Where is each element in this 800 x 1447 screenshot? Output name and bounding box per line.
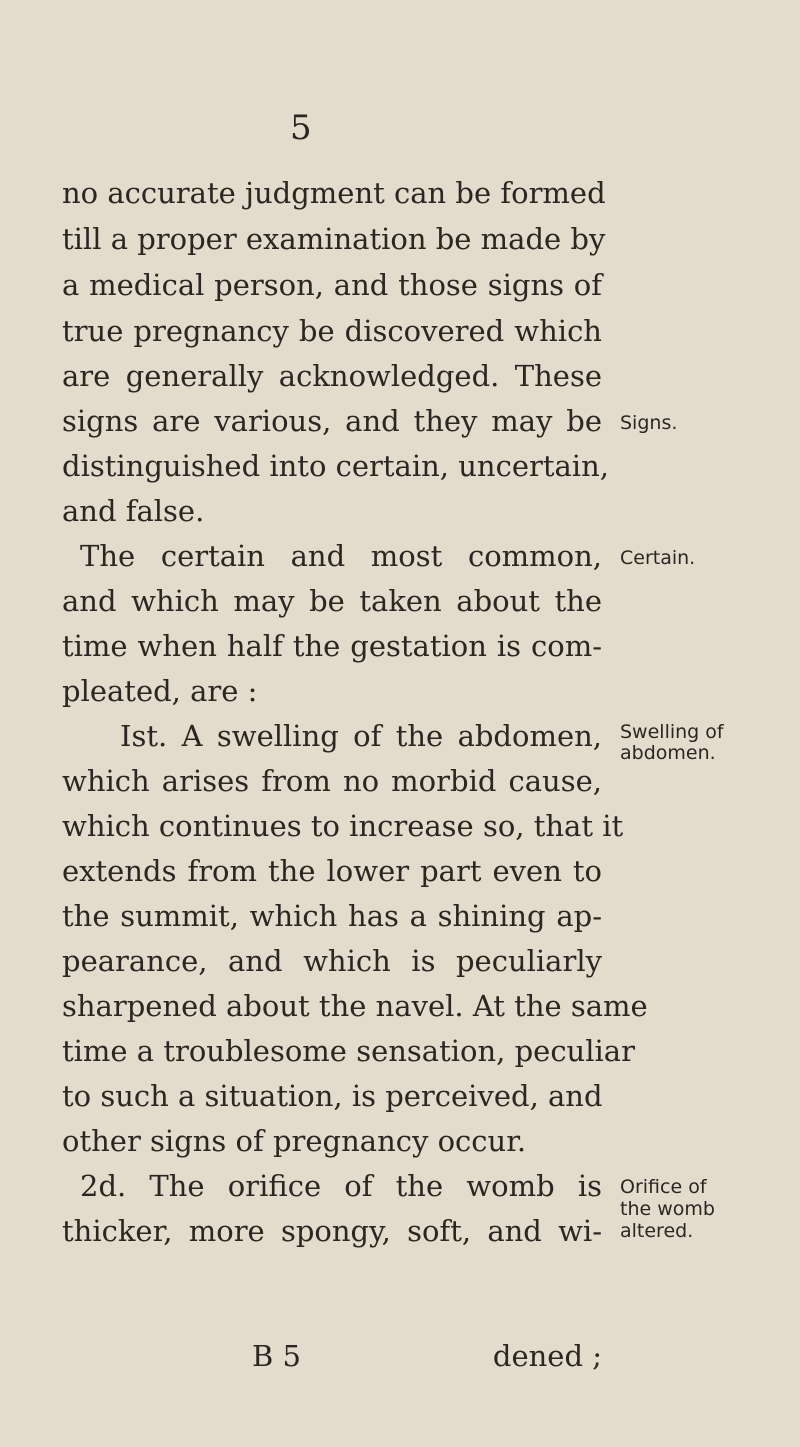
margin-note-certain: Certain. (620, 547, 696, 569)
margin-note-womb: the womb (620, 1198, 715, 1220)
text-line: pearance, and which is peculiarly (62, 944, 602, 978)
text-line: which continues to increase so, that it (62, 809, 624, 843)
text-line: thicker, more spongy, soft, and wi- (62, 1214, 602, 1248)
text-line: signs are various, and they may be (62, 404, 602, 438)
text-line: and false. (62, 494, 205, 528)
text-line: which arises from no morbid cause, (62, 764, 602, 798)
text-line: pleated, are : (62, 674, 258, 708)
text-line: distinguished into certain, uncertain, (62, 449, 609, 483)
text-line: sharpened about the navel. At the same (62, 989, 648, 1023)
text-line: and which may be taken about the (62, 584, 602, 618)
text-line: 2d. The orifice of the womb is (80, 1169, 602, 1203)
text-line: to such a situation, is perceived, and (62, 1079, 603, 1113)
text-line: other signs of pregnancy occur. (62, 1124, 527, 1158)
text-line: the summit, which has a shining ap- (62, 899, 602, 933)
text-line: time when half the gestation is com- (62, 629, 602, 663)
text-line: Ist. A swelling of the abdomen, (120, 719, 602, 753)
text-line: The certain and most common, (80, 539, 602, 573)
text-line: true pregnancy be discovered which (62, 314, 602, 348)
signature-mark: B 5 (252, 1339, 301, 1373)
margin-note-signs: Signs. (620, 412, 678, 434)
margin-note-abdomen: abdomen. (620, 742, 716, 764)
text-line: time a troublesome sensation, peculiar (62, 1034, 635, 1068)
margin-note-swelling: Swelling of (620, 721, 724, 743)
text-line: till a proper examination be made by (62, 222, 606, 256)
margin-note-orifice: Orifice of (620, 1176, 707, 1198)
margin-note-altered: altered. (620, 1220, 694, 1242)
text-line: extends from the lower part even to (62, 854, 602, 888)
text-line: are generally acknowledged. These (62, 359, 602, 393)
page-number: 5 (290, 108, 312, 148)
text-line: a medical person, and those signs of (62, 268, 602, 302)
text-line: no accurate judgment can be formed (62, 176, 606, 210)
catchword: dened ; (492, 1339, 602, 1373)
